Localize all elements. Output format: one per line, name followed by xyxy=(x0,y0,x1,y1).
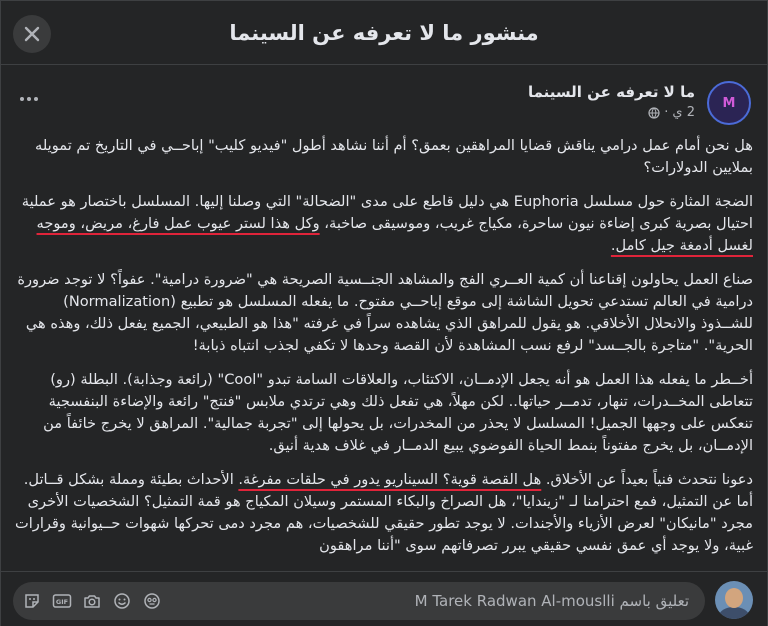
post-text xyxy=(13,135,753,575)
underlined-text: هل القصة قوية؟ السيناريو يدور في حلقات مفرغة. xyxy=(238,471,542,488)
more-options-button[interactable] xyxy=(15,89,43,109)
dialog-title: منشور ما لا تعرفه عن السينما xyxy=(229,20,539,45)
emoji-icon[interactable] xyxy=(111,590,133,612)
more-icon-dot xyxy=(20,97,24,101)
page-avatar[interactable] xyxy=(707,81,751,125)
post-paragraph xyxy=(13,191,753,257)
avatar-letter: M xyxy=(722,95,736,111)
globe-icon xyxy=(648,107,660,119)
comment-tools xyxy=(21,590,163,612)
camera-icon[interactable] xyxy=(81,590,103,612)
post-paragraph xyxy=(13,369,753,457)
paragraph-text: صناع العمل يحاولون إقناعنا أن كمية العــري الفج والمشاهد الجنــسية الصريحة هي "ضرورة درامية". عفواً؟ لا توجد ضرورة درامية في العالم تستدعي تحويل الشاشة إلى موقع إباحــي مفتوح. ما يفعله المسلسل هو تطبيع (Normalization) للشــذوذ والانحلال الأخلاقي. هو يقول للمراهق الذي يشاهده سراً في غرفته "هذا هو الطبيعي، الجميع يفعل ذلك، وهذه هي الحرية". "متاجرة بالجــسد" لرفع نسب المشاهدة لأن القصة وحدها لا تكفي لجذب انتباه ذبابة! xyxy=(17,271,753,354)
close-button[interactable] xyxy=(13,15,51,53)
paragraph-text: دعونا نتحدث فنياً بعيداً عن الأخلاق. xyxy=(541,471,753,488)
underlined-text: وكل هذا لستر عيوب عمل فارغ، مريض، وموجه لغسل أدمغة جيل كامل. xyxy=(36,215,753,254)
post-paragraph xyxy=(13,469,753,557)
more-icon-dot xyxy=(34,97,38,101)
post-paragraph xyxy=(13,269,753,357)
user-avatar[interactable] xyxy=(715,581,753,619)
post-header xyxy=(15,81,751,129)
paragraph-text: الأحداث بطيئة ومملة بشكل قــاتل. أما عن التمثيل، فمع احترامنا لـ "زيندايا"، هل الصراخ والبكاء المستمر وسيلان المكياج هو قمة التمثيل؟ الشخصيات الأخرى مجرد "مانيكان" لعرض الأزياء والأجندات. لا يوجد تطور حقيقي للشخصيات، هم مجرد دمى تحركها شهوات حــيوانية وقرارات غبية، ولا يوجد أي عمق نفسي حقيقي يبرر تصرفاتهم سوى "أننا مراهقون xyxy=(14,471,753,554)
post-time[interactable]: 2 ي xyxy=(672,105,695,120)
dialog-header xyxy=(1,1,767,65)
comment-input[interactable] xyxy=(13,582,705,620)
paragraph-text: الضجة المثارة حول مسلسل Euphoria هي دليل قاطع على مدى "الضحالة" التي وصلنا إليها. المسلسل باختصار هو عملية احتيال بصرية كبرى إضاءة نيون ساحرة، مكياج غريب، وموسيقى صاخبة، xyxy=(21,193,753,232)
more-icon-dot xyxy=(27,97,31,101)
sticker-icon[interactable] xyxy=(21,590,43,612)
post-meta xyxy=(648,105,695,120)
separator-dot: · xyxy=(664,105,669,120)
page-name[interactable]: ما لا تعرفه عن السينما xyxy=(527,83,695,101)
paragraph-text: هل نحن أمام عمل درامي يناقش قضايا المراهقين بعمق؟ أم أننا نشاهد أطول "فيديو كليب" إباحــي في التاريخ تم تمويله بملايين الدولارات؟ xyxy=(35,137,753,176)
avatar-sticker-icon[interactable] xyxy=(141,590,163,612)
comment-placeholder: تعليق باسم M Tarek Radwan Al-mouslli xyxy=(414,592,689,610)
paragraph-text: أخــطر ما يفعله هذا العمل هو أنه يجعل الإدمــان، الاكتئاب، والعلاقات السامة تبدو "Cool" (رائعة وجذابة). البطلة (رو) تتعاطى المخــدرات، تنهار، تدمــر حياتها.. لكن مهلاً، هي تفعل ذلك وهي ترتدي ملابس "فنتج" رائعة والإضاءة البنفسجية تنعكس على وجهها الجميل! المسلسل لا يحذر من المخدرات، بل يحولها إلى "تجربة جمالية". المراهق لا يخرج خائفاً من الإدمــان، بل يخرج مفتوناً بنمط الحياة الفوضوي يبيع الدمــار في غلاف هدية أنيق. xyxy=(43,371,753,454)
close-icon xyxy=(23,25,41,43)
gif-icon[interactable] xyxy=(51,590,73,612)
svg-text:GIF: GIF xyxy=(55,598,69,606)
post-paragraph xyxy=(13,135,753,179)
comment-bar xyxy=(1,571,767,626)
